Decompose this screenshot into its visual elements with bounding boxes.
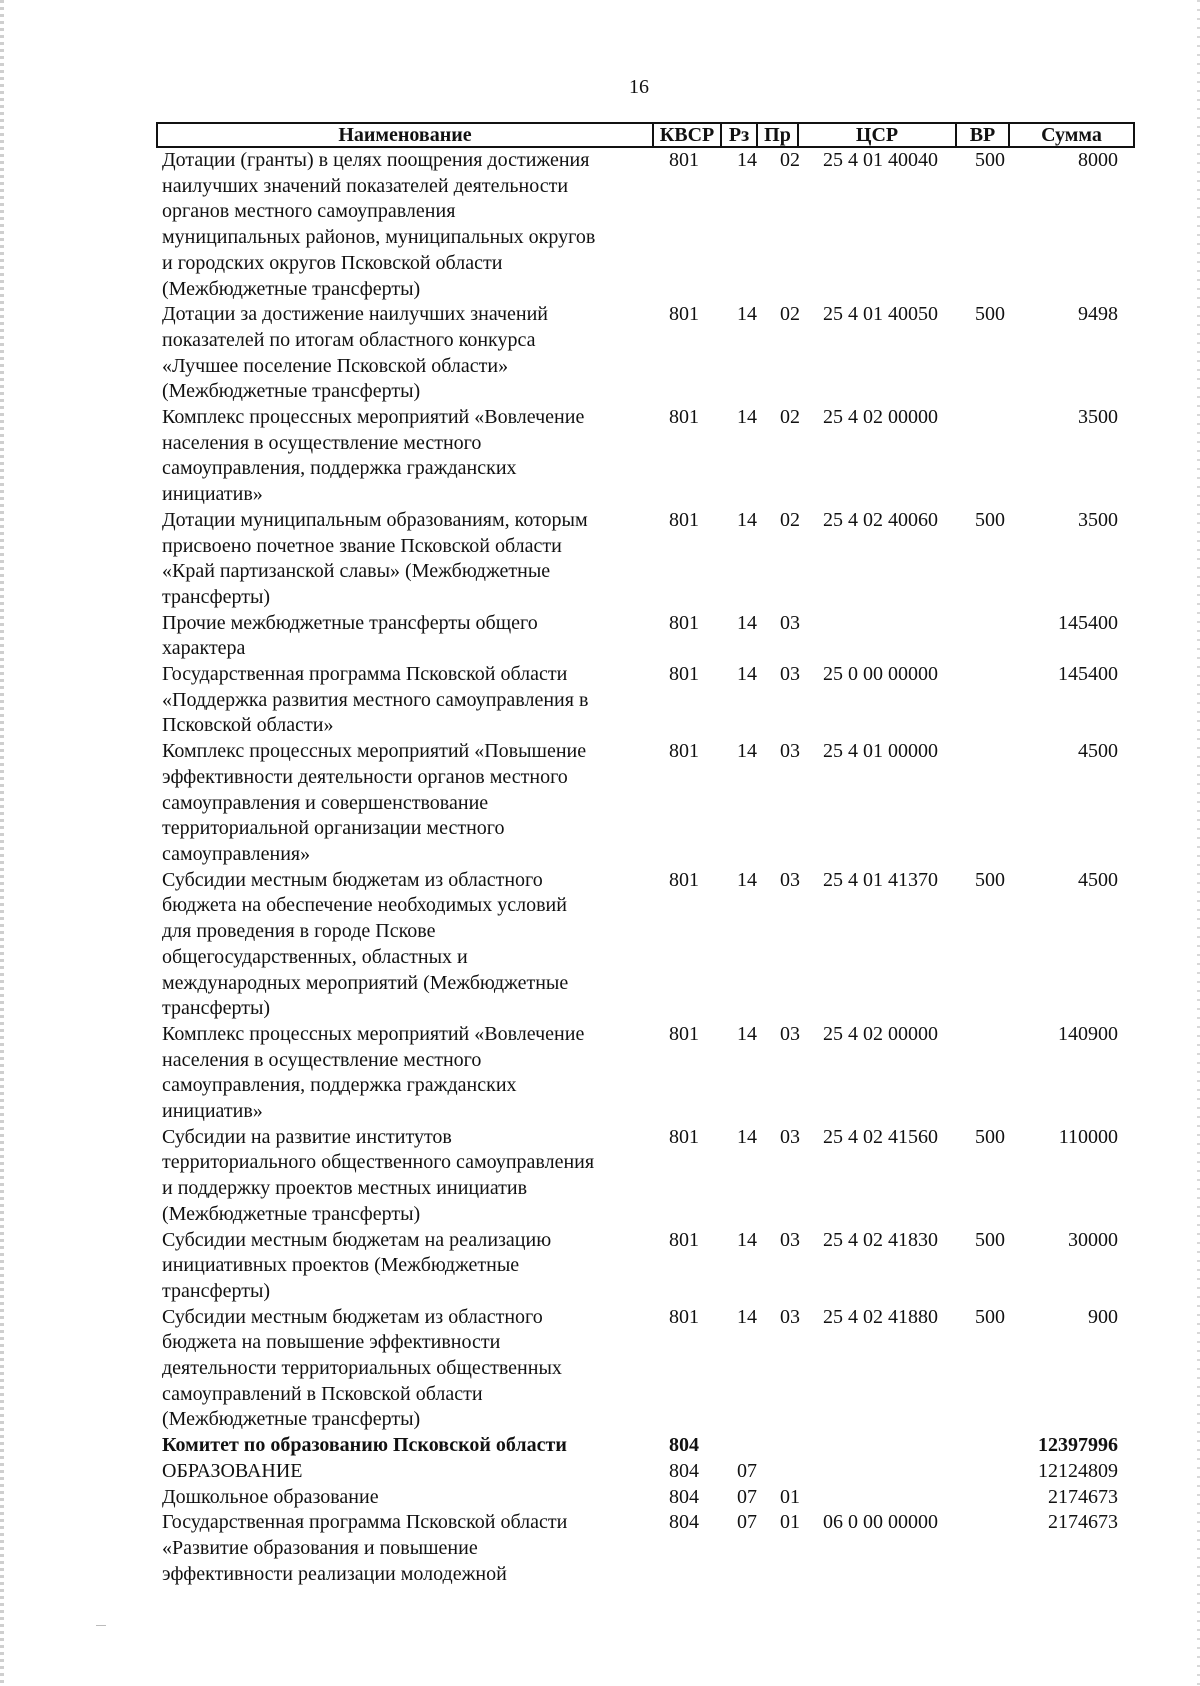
- row-rz: 07: [737, 1485, 757, 1508]
- row-csr: 25 4 01 40050: [823, 303, 938, 326]
- row-name: Дотации (гранты) в целях поощрения достижения наилучших значений показателей деятельности органов местного самоуправления муниципальных районов, муниципальных округов и городских округов Псковской области (Межбюджетные трансферты): [162, 149, 596, 300]
- row-name: Субсидии местным бюджетам на реализацию инициативных проектов (Межбюджетные трансферты): [162, 1228, 552, 1302]
- row-sum: 2174673: [1048, 1511, 1118, 1534]
- row-pr: 03: [780, 663, 800, 686]
- row-name: Государственная программа Псковской области «Развитие образования и повышение эффективности реализации молодежной: [162, 1511, 568, 1585]
- row-name: Комплекс процессных мероприятий «Повышение эффективности деятельности органов местного самоуправления и совершенствование территориальной организации местного самоуправления»: [162, 740, 587, 865]
- row-kvsr: 801: [669, 740, 699, 763]
- row-name: Субсидии местным бюджетам из областного бюджета на обеспечение необходимых условий для проведения в городе Пскове общегосударственных, областных и международных мероприятий (Межбюджетные трансферты): [162, 868, 569, 1020]
- row-rz: 14: [737, 303, 757, 326]
- row-vr: 500: [975, 508, 1005, 531]
- row-name: Комплекс процессных мероприятий «Вовлечение населения в осуществление местного самоуправления, поддержка гражданских инициатив»: [162, 406, 585, 506]
- table-row: [162, 739, 1162, 868]
- row-sum: 30000: [1068, 1228, 1118, 1251]
- table-row: [162, 1485, 1162, 1511]
- row-name: Прочие межбюджетные трансферты общего характера: [162, 611, 538, 660]
- row-kvsr: 804: [669, 1434, 699, 1457]
- table-row: [162, 1125, 1162, 1228]
- row-pr: 01: [780, 1485, 800, 1508]
- row-pr: 02: [780, 508, 800, 531]
- row-kvsr: 801: [669, 1228, 699, 1251]
- table-row: [162, 1510, 1162, 1587]
- table-row: [162, 148, 1162, 302]
- row-pr: 03: [780, 1228, 800, 1251]
- table-row: [162, 662, 1162, 739]
- row-csr: 25 4 02 40060: [823, 508, 938, 531]
- row-pr: 03: [780, 868, 800, 891]
- row-pr: 03: [780, 1022, 800, 1045]
- table-row: [162, 508, 1162, 611]
- row-sum: 2174673: [1048, 1485, 1118, 1508]
- row-pr: 03: [780, 1125, 800, 1148]
- row-name: Комплекс процессных мероприятий «Вовлечение населения в осуществление местного самоуправления, поддержка гражданских инициатив»: [162, 1022, 585, 1123]
- row-kvsr: 804: [669, 1511, 699, 1534]
- row-sum: 3500: [1078, 406, 1118, 429]
- table-row: [162, 611, 1162, 662]
- row-sum: 12397996: [1038, 1434, 1118, 1457]
- header-kvsr: КВСР: [654, 124, 722, 146]
- table-row: [162, 1459, 1162, 1485]
- row-sum: 4500: [1078, 868, 1118, 891]
- row-rz: 14: [737, 740, 757, 763]
- row-sum: 9498: [1078, 303, 1118, 326]
- row-csr: 25 4 01 40040: [823, 149, 938, 171]
- table-row: [162, 1228, 1162, 1305]
- table-header: [156, 122, 1135, 148]
- row-sum: 4500: [1078, 740, 1118, 763]
- row-kvsr: 801: [669, 1125, 699, 1148]
- table-row: [162, 868, 1162, 1022]
- row-rz: 07: [737, 1511, 757, 1534]
- row-sum: 8000: [1078, 149, 1118, 171]
- row-rz: 14: [737, 149, 757, 171]
- row-kvsr: 801: [669, 663, 699, 686]
- row-kvsr: 801: [669, 406, 699, 429]
- row-pr: 03: [780, 740, 800, 763]
- row-pr: 02: [780, 149, 800, 171]
- row-csr: 25 4 02 00000: [823, 1022, 938, 1045]
- header-csr: ЦСР: [799, 124, 957, 146]
- scan-mark: [96, 1625, 106, 1626]
- table-row: [162, 1433, 1162, 1459]
- row-pr: 03: [780, 1305, 800, 1328]
- row-csr: 06 0 00 00000: [823, 1511, 938, 1534]
- row-vr: 500: [975, 1125, 1005, 1148]
- row-kvsr: 801: [669, 1305, 699, 1328]
- row-sum: 145400: [1058, 663, 1118, 686]
- row-vr: 500: [975, 303, 1005, 326]
- row-sum: 900: [1088, 1305, 1118, 1328]
- row-sum: 12124809: [1038, 1459, 1118, 1482]
- row-sum: 3500: [1078, 508, 1118, 531]
- row-sum: 145400: [1058, 611, 1118, 634]
- row-kvsr: 801: [669, 508, 699, 531]
- row-kvsr: 801: [669, 303, 699, 326]
- row-vr: 500: [975, 149, 1005, 171]
- row-kvsr: 801: [669, 149, 699, 171]
- row-csr: 25 4 01 41370: [823, 868, 938, 891]
- row-pr: 03: [780, 611, 800, 634]
- row-name: Дотации за достижение наилучших значений показателей по итогам областного конкурса «Лучшее поселение Псковской области» (Межбюджетные трансферты): [162, 303, 548, 403]
- row-rz: 14: [737, 611, 757, 634]
- header-rz: Рз: [722, 124, 758, 146]
- row-csr: 25 4 02 41830: [823, 1228, 938, 1251]
- row-vr: 500: [975, 1305, 1005, 1328]
- row-csr: 25 4 02 00000: [823, 406, 938, 429]
- row-name: Дошкольное образование: [162, 1485, 379, 1508]
- table-row: [162, 302, 1162, 405]
- table-row: [162, 1022, 1162, 1125]
- row-pr: 02: [780, 303, 800, 326]
- row-kvsr: 801: [669, 611, 699, 634]
- header-pr: Пр: [758, 124, 799, 146]
- row-rz: 07: [737, 1459, 757, 1482]
- row-rz: 14: [737, 1305, 757, 1328]
- row-name: Субсидии местным бюджетам из областного бюджета на повышение эффективности деятельности территориальных общественных самоуправлений в Псковской области (Межбюджетные трансферты): [162, 1305, 562, 1431]
- row-name: ОБРАЗОВАНИЕ: [162, 1459, 303, 1482]
- row-rz: 14: [737, 1022, 757, 1045]
- row-sum: 140900: [1058, 1022, 1118, 1045]
- row-kvsr: 804: [669, 1485, 699, 1508]
- row-rz: 14: [737, 1125, 757, 1148]
- row-kvsr: 801: [669, 1022, 699, 1045]
- row-name: Дотации муниципальным образованиям, которым присвоено почетное звание Псковской области «Край партизанской славы» (Межбюджетные трансферты): [162, 508, 588, 608]
- row-name: Государственная программа Псковской области «Поддержка развития местного самоуправления в Псковской области»: [162, 663, 589, 737]
- row-vr: 500: [975, 1228, 1005, 1251]
- row-rz: 14: [737, 508, 757, 531]
- page-number: 16: [629, 76, 649, 98]
- row-sum: 110000: [1058, 1125, 1118, 1148]
- row-rz: 14: [737, 663, 757, 686]
- row-name: Комитет по образованию Псковской области: [162, 1434, 567, 1457]
- table-row: [162, 1305, 1162, 1434]
- row-pr: 01: [780, 1511, 800, 1534]
- row-csr: 25 0 00 00000: [823, 663, 938, 686]
- table-row: [162, 405, 1162, 508]
- header-vr: ВР: [957, 124, 1010, 146]
- row-rz: 14: [737, 868, 757, 891]
- row-pr: 02: [780, 406, 800, 429]
- row-csr: 25 4 02 41560: [823, 1125, 938, 1148]
- row-kvsr: 801: [669, 868, 699, 891]
- row-csr: 25 4 01 00000: [823, 740, 938, 763]
- table-body: [162, 148, 1162, 1587]
- row-csr: 25 4 02 41880: [823, 1305, 938, 1328]
- header-sum: Сумма: [1041, 124, 1102, 146]
- row-name: Субсидии на развитие институтов территориального общественного самоуправления и поддержку проектов местных инициатив (Межбюджетные трансферты): [162, 1125, 595, 1225]
- scan-edge-left: [0, 0, 4, 1686]
- row-kvsr: 804: [669, 1459, 699, 1482]
- row-rz: 14: [737, 1228, 757, 1251]
- row-rz: 14: [737, 406, 757, 429]
- header-name: Наименование: [158, 124, 654, 146]
- row-vr: 500: [975, 868, 1005, 891]
